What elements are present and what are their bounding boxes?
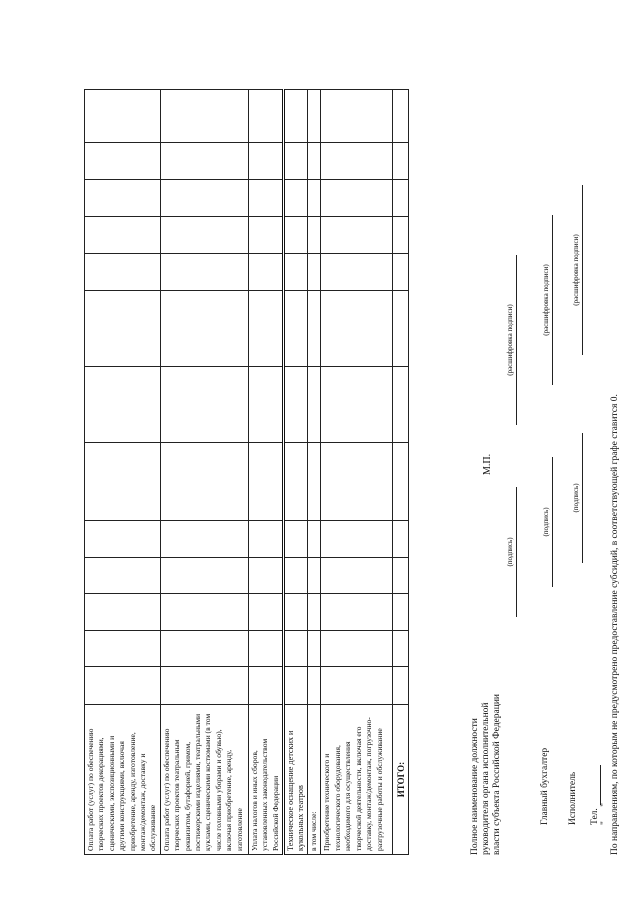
subsidy-table: [84, 89, 409, 855]
row-label: Оплата работ (услуг) по обеспечению творческих проектов театральным реквизитом, бутафорией, гримом, постижерскими изделиями, театральными куклами, сценическими костюмами (в том числе головными уборами и обувью), включая приобретение, аренду, изготовление: [160, 705, 248, 855]
table-row: [284, 90, 308, 855]
row-label: Оплата работ (услуг) по обеспечению творческих проектов декорациями, сценическими, экспозиционными и другими конструкциями, включая приобретение, аренду, изготовление, монтаж/демонтаж, доставку и обслуживание: [85, 705, 161, 855]
decoding-caption: (расшифровка подписи): [572, 234, 580, 306]
signature-caption: (подпись): [542, 507, 550, 537]
table-row: [393, 90, 409, 855]
table-row: [308, 90, 321, 855]
decoding-caption: (расшифровка подписи): [542, 264, 550, 336]
head-position-label: Полное наименование должности руководителя органа исполнительной власти субъекта Российской Федерации: [470, 694, 502, 855]
row-label: Техническое оснащение детских и кукольных театров: [284, 705, 308, 855]
table-row: [160, 90, 248, 855]
table-row: [248, 90, 283, 855]
phone-label: Тел.: [590, 808, 600, 825]
row-label: Уплата налогов и иных сборов, установленных законодательством Российской Федерации: [248, 705, 283, 855]
table-row: [85, 90, 161, 855]
table-row: [321, 90, 393, 855]
head-decoding-line: [516, 255, 517, 425]
phone-line: [600, 765, 601, 805]
row-label: в том числе:: [308, 705, 321, 855]
footnote: По направлениям, по которым не предусмотрено предоставление субсидий, в соответствующей графе ставится 0.: [610, 394, 620, 855]
signature-block: [470, 75, 610, 855]
stamp-mark: М.П.: [482, 453, 493, 475]
accountant-signature-line: [552, 457, 553, 587]
executor-label: Исполнитель: [568, 771, 578, 825]
date-marks: " ": [600, 802, 610, 825]
signature-caption: (подпись): [572, 483, 580, 513]
total-label: ИТОГО:: [393, 705, 409, 855]
executor-signature-line: [582, 433, 583, 563]
head-signature-line: [516, 487, 517, 617]
chief-accountant-label: Главный бухгалтер: [540, 747, 550, 825]
decoding-caption: (расшифровка подписи): [506, 304, 514, 376]
row-label: Приобретение технического и технологического оборудования, необходимого для осуществления творческой деятельности, включая его доставку, монтаж/демонтаж, погрузочно-разгрузочные работы и обслуживание: [321, 705, 393, 855]
executor-decoding-line: [582, 185, 583, 355]
signature-caption: (подпись): [506, 537, 514, 567]
accountant-decoding-line: [552, 215, 553, 385]
